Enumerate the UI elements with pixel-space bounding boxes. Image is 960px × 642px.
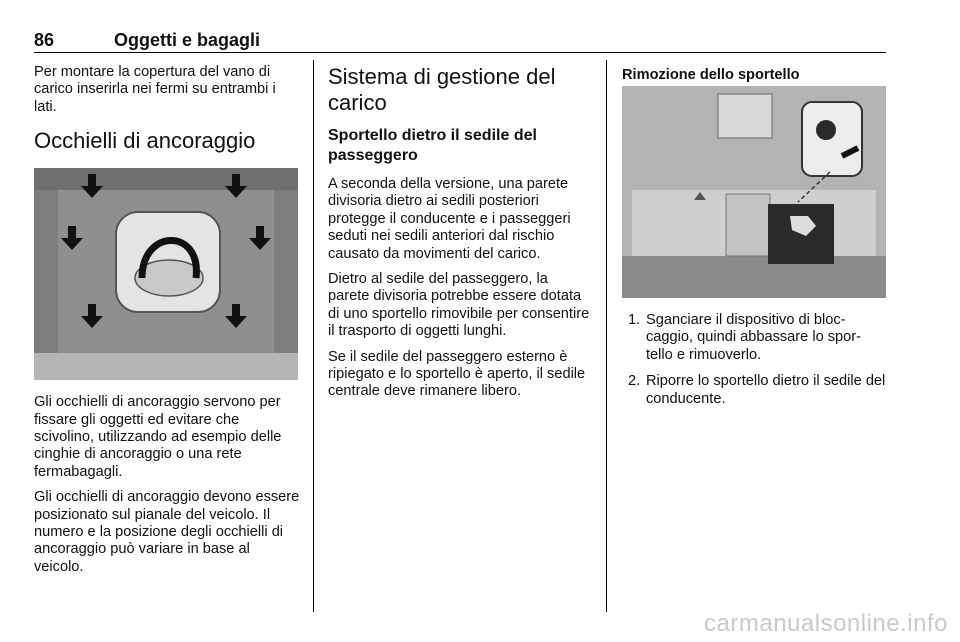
list-item <box>622 373 886 408</box>
page-header <box>34 30 886 52</box>
page-number: 86 <box>34 30 55 50</box>
step-text: Sganciare il dispositivo di bloc-caggio, quindi abbassare lo spor-tello e rimuoverlo. <box>646 312 861 363</box>
column-divider-1 <box>313 60 314 612</box>
anchor-eyes-paragraph-2: Gli occhielli di ancoraggio devono essere posizionato sul pianale del veicolo. Il numero e la posizione degli occhielli di ancoraggio può variare in base al veicolo. <box>34 489 300 575</box>
header-rule <box>34 52 886 53</box>
section-heading-anchor-eyes: Occhielli di ancoraggio <box>34 128 256 154</box>
column-divider-2 <box>606 60 607 612</box>
cargo-paragraph-2: Dietro al sedile del passeggero, la parete divisoria potrebbe essere dotata di uno sportello rimovibile per consentire il trasporto di oggetti lunghi. <box>328 271 590 340</box>
section-heading-cargo-management: Sistema di gestione del carico <box>328 64 556 115</box>
cargo-floor-illustration <box>34 168 298 380</box>
anchor-eyes-paragraph-1: Gli occhielli di ancoraggio servono per fissare gli oggetti ed evitare che scivolino, utilizzando ad esempio delle cinghie di ancoraggio o una rete fermabagagli. <box>34 394 282 480</box>
intro-paragraph: Per montare la copertura del vano di carico inserirla nei fermi su entrambi i lati. <box>34 64 276 115</box>
subsection-heading-door: Sportello dietro il sedile del passeggero <box>328 127 537 164</box>
site-watermark: carmanualsonline.info <box>704 610 948 637</box>
column-middle <box>328 64 592 409</box>
step-number: 2. <box>628 373 641 390</box>
column-left <box>34 64 300 584</box>
cargo-paragraph-3: Se il sedile del passeggero esterno è ripiegato e lo sportello è aperto, il sedile centrale deve rimanere libero. <box>328 348 586 400</box>
page-title: Oggetti e bagagli <box>114 30 261 50</box>
cargo-paragraph-1: A seconda della versione, una parete divisoria dietro ai sedili posteriori protegge il conducente e i passeggeri seduti nei sedili anteriori dal rischio causato da movimenti del carico. <box>328 176 571 262</box>
subsection-heading-door-removal: Rimozione dello sportello <box>622 67 800 83</box>
list-item <box>622 312 886 364</box>
removal-steps-list <box>622 312 886 408</box>
step-text: Riporre lo sportello dietro il sedile del conducente. <box>646 373 886 407</box>
column-right <box>622 64 886 417</box>
step-number: 1. <box>628 312 641 328</box>
partition-door-illustration <box>622 86 886 298</box>
